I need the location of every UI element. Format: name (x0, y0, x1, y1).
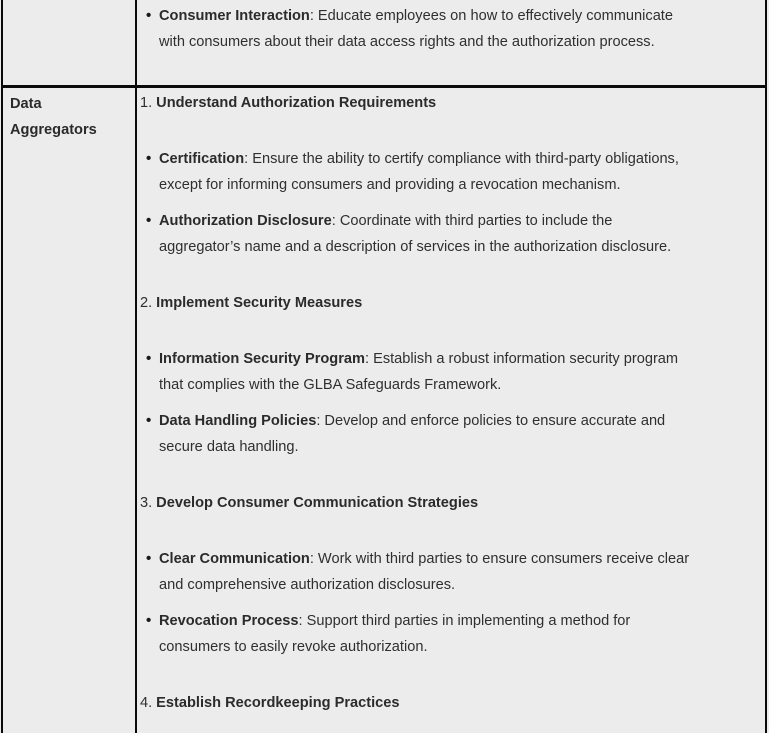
list-number: 4. (140, 695, 153, 711)
heading-title: Establish Recordkeeping Practices (156, 695, 400, 711)
bullet-icon: • (146, 212, 152, 229)
bullet-term: Certification (159, 151, 245, 167)
bullet-icon: • (146, 612, 152, 629)
bullet-list (140, 346, 761, 460)
bullet-icon: • (146, 7, 152, 24)
table-row-data-aggregators (3, 88, 765, 733)
bullet-icon: • (146, 150, 152, 167)
bullet-text: : Establish a robust information security program (364, 351, 679, 367)
bullet-list (140, 546, 761, 660)
numbered-heading-1 (140, 90, 761, 116)
list-number: 2. (140, 295, 153, 311)
bullet-item-information-security-program (146, 346, 761, 398)
compliance-table (1, 0, 767, 733)
row-content-cell (137, 88, 765, 733)
heading-title: Understand Authorization Requirements (156, 95, 437, 111)
bullet-text: : Support third parties in implementing a method for (298, 613, 631, 629)
bullet-term: Consumer Interaction (159, 8, 310, 24)
bullet-line-2: aggregator’s name and a description of services in the authorization disclosure. (159, 239, 672, 255)
bullet-line-2: that complies with the GLBA Safeguards Framework. (159, 377, 502, 393)
bullet-line-1 (159, 408, 761, 434)
heading-title: Develop Consumer Communication Strategies (156, 495, 479, 511)
numbered-heading-4 (140, 690, 761, 716)
bullet-line-2: consumers to easily revoke authorization. (159, 639, 428, 655)
row-content-cell (137, 0, 765, 85)
bullet-icon: • (146, 412, 152, 429)
bullet-item-clear-communication (146, 546, 761, 598)
bullet-text: : Educate employees on how to effectively communicate (309, 8, 673, 24)
bullet-line-2: except for informing consumers and providing a revocation mechanism. (159, 177, 621, 193)
bullet-list (140, 3, 761, 55)
list-number: 1. (140, 95, 153, 111)
table-row-partial-top (3, 0, 765, 88)
bullet-line-2: secure data handling. (159, 439, 299, 455)
list-number: 3. (140, 495, 153, 511)
bullet-icon: • (146, 350, 152, 367)
bullet-term: Information Security Program (159, 351, 365, 367)
bullet-line-1 (159, 3, 761, 29)
bullet-icon: • (146, 550, 152, 567)
bullet-text: : Develop and enforce policies to ensure accurate and (316, 413, 666, 429)
bullet-list (140, 146, 761, 260)
row-header-cell (3, 88, 137, 733)
bullet-item-consumer-interaction (146, 3, 761, 55)
bullet-term: Revocation Process (159, 613, 299, 629)
bullet-text: : Ensure the ability to certify compliance with third-party obligations, (244, 151, 679, 167)
bullet-term: Data Handling Policies (159, 413, 317, 429)
numbered-heading-2 (140, 290, 761, 316)
bullet-line-1 (159, 346, 761, 372)
numbered-heading-3 (140, 490, 761, 516)
bullet-item-certification (146, 146, 761, 198)
bullet-item-data-handling-policies (146, 408, 761, 460)
bullet-line-1 (159, 208, 761, 234)
bullet-term: Clear Communication (159, 551, 310, 567)
bullet-term: Authorization Disclosure (159, 213, 332, 229)
bullet-text: : Work with third parties to ensure consumers receive clear (309, 551, 690, 567)
bullet-line-2: and comprehensive authorization disclosures. (159, 577, 456, 593)
row-header-cell-empty (3, 0, 137, 85)
bullet-line-2: with consumers about their data access rights and the authorization process. (159, 34, 655, 50)
bullet-line-1 (159, 546, 761, 572)
row-header-label: Data Aggregators (10, 96, 97, 138)
bullet-line-1 (159, 608, 761, 634)
heading-title: Implement Security Measures (156, 295, 363, 311)
bullet-item-authorization-disclosure (146, 208, 761, 260)
bullet-line-1 (159, 146, 761, 172)
bullet-text: : Coordinate with third parties to include the (331, 213, 613, 229)
bullet-item-revocation-process (146, 608, 761, 660)
